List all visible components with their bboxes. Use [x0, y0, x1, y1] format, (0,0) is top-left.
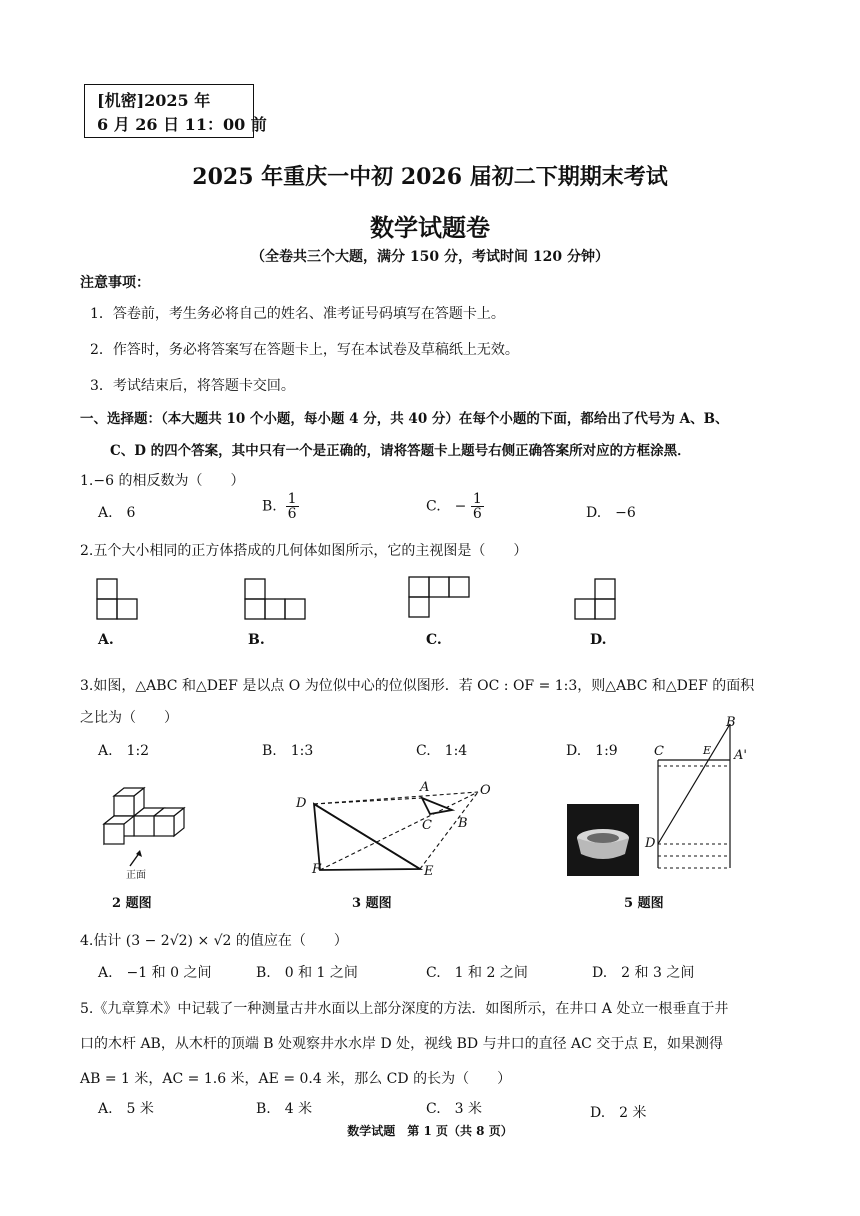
q1-c-denominator: 6	[472, 506, 482, 522]
fig5-point-d: D	[645, 836, 656, 851]
q2-option-d-view	[574, 578, 618, 622]
q5-option-c: C. 3 米	[426, 1101, 483, 1117]
fig5-point-b: B	[726, 715, 736, 730]
exam-subtitle: 数学试题卷	[370, 213, 490, 242]
q3-option-c: C. 1:4	[416, 743, 468, 759]
fig3-point-o: O	[480, 783, 491, 798]
fig3-point-a: A	[420, 780, 430, 795]
well-photo-drawing	[567, 804, 639, 876]
q4-option-b: B. 0 和 1 之间	[256, 965, 358, 981]
fig5-point-c: C	[654, 744, 664, 759]
q2-option-a-label: A.	[98, 632, 114, 648]
exam-title: 2025 年重庆一中初 2026 届初二下期期末考试	[192, 164, 668, 190]
q1-option-c-fraction	[471, 492, 484, 521]
q2-option-c-view	[408, 576, 474, 620]
confidential-box	[84, 84, 267, 138]
section1-intro-line2: C、D 的四个答案，其中只有一个是正确的，请将答题卡上题号右侧正确答案所对应的方框涂黑．	[110, 443, 691, 459]
note-item-3: 3．考试结束后，将答题卡交回。	[90, 378, 295, 394]
fig3-point-b: B	[458, 816, 468, 831]
figure-5-caption: 5 题图	[624, 896, 664, 911]
q5-option-d: D. 2 米	[590, 1105, 647, 1121]
page-footer: 数学试题 第 1 页（共 8 页）	[347, 1124, 513, 1138]
q2-option-b-view	[244, 578, 310, 622]
q1-b-numerator: 1	[287, 491, 297, 507]
q4-option-a: A. −1 和 0 之间	[98, 965, 212, 981]
q4-option-c: C. 1 和 2 之间	[426, 965, 528, 981]
q1-option-c	[426, 492, 484, 521]
note-item-1: 1．答卷前，考生务必将自己的姓名、准考证号码填写在答题卡上。	[90, 306, 505, 322]
section1-intro-line1: 一、选择题：（本大题共 10 个小题，每小题 4 分，共 40 分）在每个小题的下面，都给出了代号为 A、B、	[80, 411, 729, 427]
confidential-line-2: 6 月 26 日 11：00 前	[97, 115, 267, 134]
q2-option-d-label: D.	[590, 632, 607, 648]
q3-option-d: D. 1:9	[566, 743, 618, 759]
q1-option-b-prefix: B.	[262, 498, 277, 515]
q5-stem-line1: 5.《九章算术》中记载了一种测量古井水面以上部分深度的方法．如图所示，在井口 A 处立一根垂直于井	[80, 1001, 729, 1017]
q2-option-c-label: C.	[426, 632, 442, 648]
q1-option-b	[262, 492, 299, 521]
figure-5-well-diagram	[652, 718, 752, 870]
fig3-point-e: E	[424, 864, 434, 879]
fig5-point-e: E	[703, 744, 712, 757]
q3-stem-line2: 之比为（ ）	[80, 710, 178, 726]
q1-stem: 1.−6 的相反数为（ ）	[80, 473, 245, 489]
fig5-point-a-prime: A'	[734, 748, 747, 763]
figure-2-caption: 2 题图	[112, 896, 152, 911]
q1-option-d: D. −6	[586, 505, 636, 521]
q3-option-a: A. 1:2	[98, 743, 150, 759]
note-item-2: 2．作答时，务必将答案写在答题卡上，写在本试卷及草稿纸上无效。	[90, 342, 519, 358]
fig3-point-f: F	[312, 862, 322, 877]
q3-stem-line1: 3.如图，△ABC 和△DEF 是以点 O 为位似中心的位似图形．若 OC : OF = 1:3，则△ABC 和△DEF 的面积	[80, 678, 755, 694]
notes-heading: 注意事项：	[80, 275, 150, 291]
figure-3-caption: 3 题图	[352, 896, 392, 911]
exam-info: （全卷共三个大题，满分 150 分，考试时间 120 分钟）	[251, 249, 609, 265]
confidential-line-1: [机密]2025 年	[97, 91, 211, 110]
q3-option-b: B. 1:3	[262, 743, 314, 759]
q2-stem: 2.五个大小相同的正方体搭成的几何体如图所示，它的主视图是（ ）	[80, 543, 528, 559]
fig3-point-c: C	[422, 818, 432, 833]
q4-stem: 4.估计 (3 − 2√2) × √2 的值应在（ ）	[80, 933, 348, 949]
q2-option-a-view	[96, 578, 140, 622]
fig3-point-d: D	[296, 796, 307, 811]
q1-b-denominator: 6	[287, 506, 297, 522]
q2-option-b-label: B.	[248, 632, 265, 648]
q1-option-c-prefix: C. −	[426, 498, 467, 515]
q1-option-a: A. 6	[98, 505, 136, 521]
well-photo	[567, 804, 639, 876]
q5-stem-line3: AB = 1 米，AC = 1.6 米，AE = 0.4 米，那么 CD 的长为（ ）	[80, 1071, 512, 1087]
q5-option-a: A. 5 米	[98, 1101, 154, 1117]
q1-option-b-fraction	[286, 492, 299, 521]
figure-3-homothety	[292, 780, 502, 880]
q4-option-d: D. 2 和 3 之间	[592, 965, 695, 981]
q5-stem-line2: 口的木杆 AB，从木杆的顶端 B 处观察井水水岸 D 处，视线 BD 与井口的直径 AC 交于点 E，如果测得	[80, 1036, 723, 1052]
front-arrow-icon	[126, 848, 146, 868]
figure-2-front-label: 正面	[126, 870, 146, 881]
q5-option-b: B. 4 米	[256, 1101, 313, 1117]
figure-2-cube-stack	[100, 780, 190, 852]
q1-c-numerator: 1	[472, 491, 482, 507]
